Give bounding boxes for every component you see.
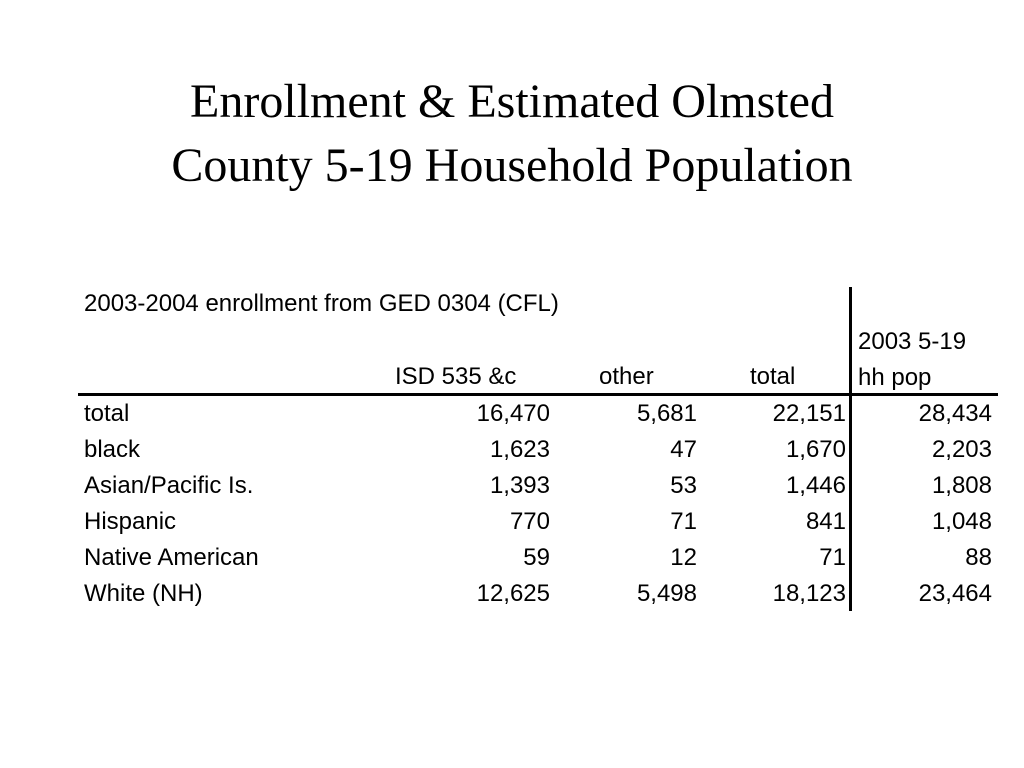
header-hh-pop-line-2: hh pop [858, 364, 932, 391]
cell-isd: 1,393 [489, 472, 550, 499]
cell-isd: 12,625 [476, 580, 550, 607]
cell-other: 5,498 [636, 580, 697, 607]
row-label: Asian/Pacific Is. [84, 472, 254, 499]
cell-isd: 59 [523, 544, 550, 571]
cell-hh-pop: 1,048 [931, 508, 992, 535]
cell-other: 5,681 [636, 400, 697, 427]
table-row [78, 576, 998, 612]
header-isd: ISD 535 &c [395, 363, 517, 390]
table-row [78, 540, 998, 576]
row-label: total [84, 400, 130, 427]
cell-total: 1,670 [785, 436, 846, 463]
cell-other: 53 [670, 472, 697, 499]
cell-isd: 770 [509, 508, 550, 535]
row-label: White (NH) [84, 580, 203, 607]
table-caption: 2003-2004 enrollment from GED 0304 (CFL) [84, 290, 559, 317]
table-body [78, 396, 998, 612]
cell-total: 1,446 [785, 472, 846, 499]
slide-title-line-2: County 5-19 Household Population [171, 139, 853, 192]
row-label: Native American [84, 544, 259, 571]
cell-hh-pop: 88 [965, 544, 992, 571]
cell-other: 71 [670, 508, 697, 535]
table-row [78, 396, 998, 432]
cell-total: 841 [805, 508, 846, 535]
table-row [78, 504, 998, 540]
row-label: black [84, 436, 141, 463]
header-hh-pop [858, 324, 966, 396]
table-row [78, 432, 998, 468]
header-total: total [750, 363, 796, 390]
cell-hh-pop: 23,464 [918, 580, 992, 607]
row-label: Hispanic [84, 508, 177, 535]
cell-other: 12 [670, 544, 697, 571]
cell-total: 22,151 [772, 400, 846, 427]
cell-other: 47 [670, 436, 697, 463]
cell-total: 71 [819, 544, 846, 571]
cell-isd: 16,470 [476, 400, 550, 427]
table-row [78, 468, 998, 504]
slide-title-line-1: Enrollment & Estimated Olmsted [190, 75, 834, 128]
cell-hh-pop: 28,434 [918, 400, 992, 427]
cell-isd: 1,623 [489, 436, 550, 463]
header-other: other [599, 363, 654, 390]
cell-hh-pop: 1,808 [931, 472, 992, 499]
slide-title [0, 70, 1024, 198]
header-hh-pop-line-1: 2003 5-19 [858, 328, 967, 355]
cell-hh-pop: 2,203 [931, 436, 992, 463]
cell-total: 18,123 [772, 580, 846, 607]
